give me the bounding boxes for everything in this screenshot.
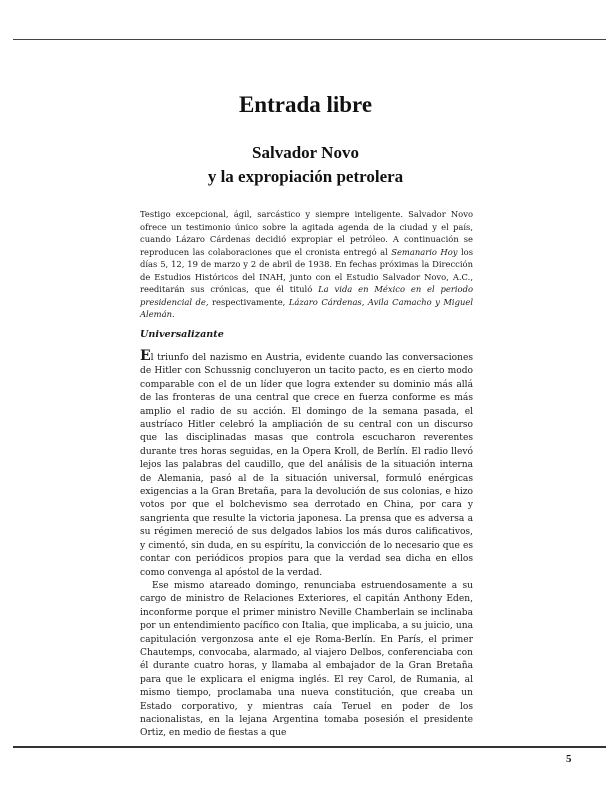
footer-rule [13, 746, 606, 748]
section-heading: Universalizante [140, 329, 224, 340]
intro-paragraph [140, 208, 473, 321]
body-paragraph-2: Ese mismo atareado domingo, renunciaba estruendosamente a su cargo de ministro de Relaciones Exteriores, el capitán Anthony Eden, inconforme porque el primer ministro Neville Chamberlain se inclinaba por un entendimiento pacífico con Italia, que implicaba, a su juicio, una capitulación vergonzosa ante el eje Roma-Berlín. En París, el primer Chautemps, convocaba, alarmado, al viajero Delbos, conferenciaba con él durante cuatro horas, y llamaba al embajador de la Gran Bretaña para que le explicara el enigma inglés. El rey Carol, de Rumania, al mismo tiempo, proclamaba una nueva constitución, que creaba un Estado corporativo, y mientras caía Teruel en poder de los nacionalistas, en la lejana Argentina tomaba posesión el presidente Ortiz, en medio de fiestas a que [140, 580, 473, 739]
subtitle-line-1: Salvador Novo [252, 143, 359, 162]
intro-italic-1: Semanario Hoy [391, 246, 458, 257]
body-paragraph-1-text: l triunfo del nazismo en Austria, evidente cuando las conversaciones de Hitler con Schussnig concluyeron un tacito pacto, es en cierto modo comparable con el de un líder que logra extender su dominio más allá de las fronteras de una central que crece en fuerza conforme es más amplio el radio de su acción. El domingo de la semana pasada, el austríaco Hitler celebró la ampliación de su central con un discurso que las disciplinadas masas que controla escucharon reverentes durante tres horas seguidas, en la Opera Kroll, de Berlín. El radio llevó lejos las palabras del caudillo, que del análisis de la situación interna de Alemania, pasó al de la situación universal, formuló enérgicas exigencias a la Gran Bretaña, para la devolución de sus colonias, e hizo votos por que el bolchevismo sea derrotado en China, por cara y sangrienta que resulte la victoria japonesa. La prensa que es adversa a su régimen mereció de sus delgados labios los más duros calificativos, y cimentó, sin duda, en su espíritu, la convicción de lo necesario que es contar con periódicos propios para que la verdad sea dicha en ellos como convenga al apóstol de la verdad. [140, 353, 473, 578]
article-subtitle [0, 141, 611, 189]
header-rule [13, 39, 606, 40]
intro-text-2: los días 5, 12, 19 de marzo y 2 de abril de 1938. En fechas próximas la Dirección de Estudios Históricos del INAH, junto con el Estudio Salvador Novo, A.C., reeditarán sus crónicas, que él tituló [140, 246, 473, 294]
page-number: 5 [566, 753, 572, 765]
intro-italic-2: La vida en México en el periodo presidencial de, [140, 284, 473, 307]
intro-italic-3: Lázaro Cárdenas, Avila Camacho y Miguel Alemán. [140, 296, 473, 319]
page-title: Entrada libre [238, 92, 373, 117]
article-body [140, 348, 473, 741]
intro-text-3: respectivamente, [208, 296, 289, 307]
drop-cap: E [140, 348, 151, 364]
intro-text-1: Testigo excepcional, ágil, sarcástico y siempre inteligente. Salvador Novo ofrece un testimonio único sobre la agitada agenda de la ciudad y el país, cuando Lázaro Cárdenas decidió expropiar el petróleo. A continuación se reproducen las colaboraciones que el cronista entregó al [140, 209, 473, 257]
body-paragraph-1 [140, 348, 473, 580]
subtitle-line-2: y la expropiación petrolera [207, 167, 404, 186]
